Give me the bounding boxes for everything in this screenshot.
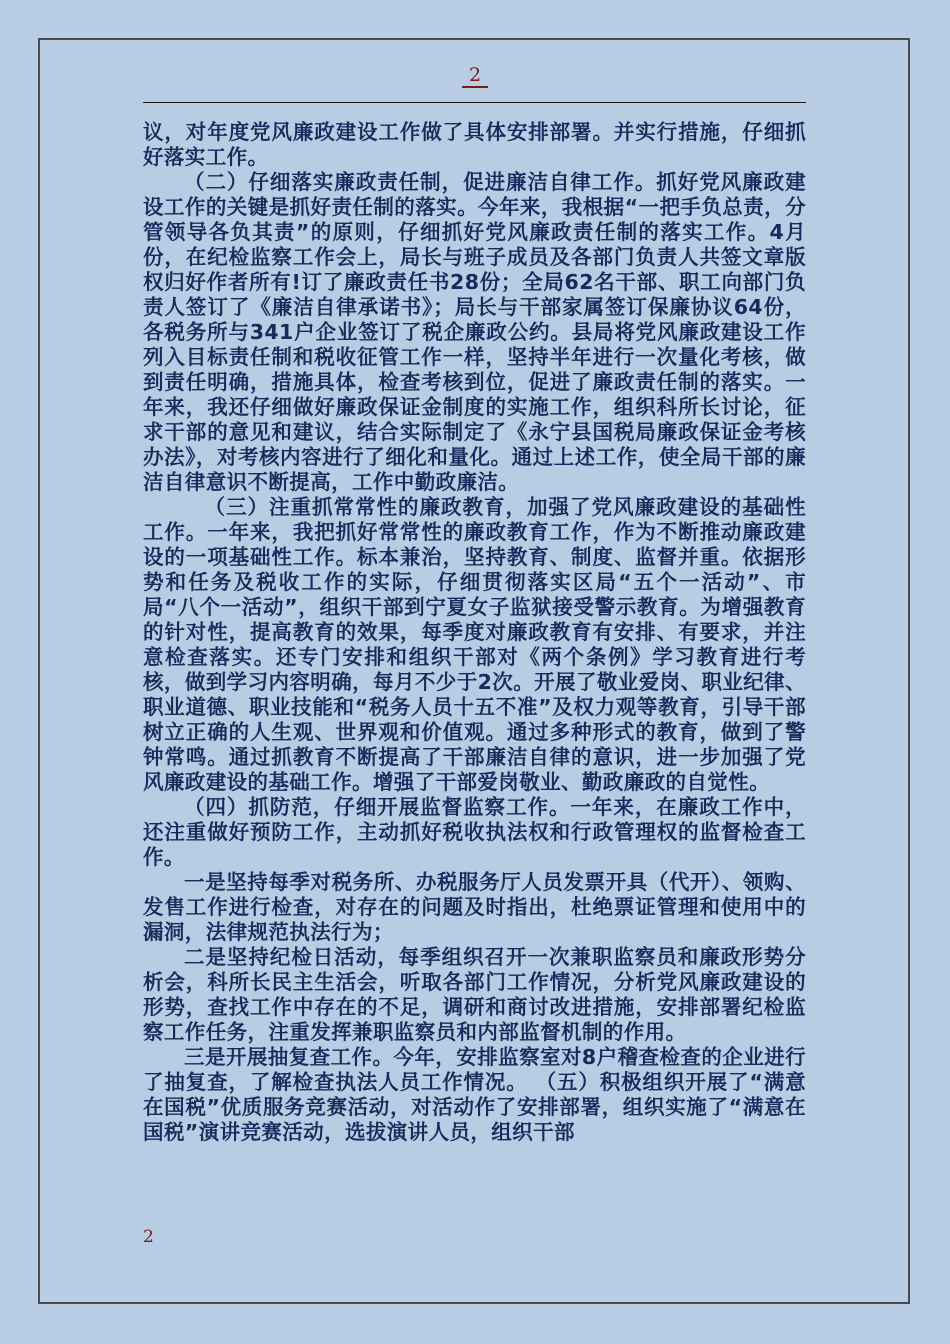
paragraph-item-2: 二是坚持纪检日活动，每季组织召开一次兼职监察员和廉政形势分析会，科所长民主生活会，听取各部门工作情况，分析党风廉政建设的形势，查找工作中存在的不足，调研和商讨改进措施，安排部署纪检监察工作任务，注重发挥兼职监察员和内部监督机制的作用。 — [143, 945, 806, 1044]
paragraph-item-3: 三是开展抽复查工作。今年，安排监察室对8户稽查检查的企业进行了抽复查，了解检查执法人员工作情况。 （五）积极组织开展了“满意在国税”优质服务竞赛活动，对活动作了安排部署，组织实施了“满意在国税”演讲竞赛活动，选拔演讲人员，组织干部 — [143, 1045, 806, 1144]
paragraph-section-4: （四）抓防范，仔细开展监督监察工作。一年来，在廉政工作中，还注重做好预防工作，主动抓好税收执法权和行政管理权的监督检查工作。 — [143, 795, 806, 869]
paragraph-continuation: 议，对年度党风廉政建设工作做了具体安排部署。并实行措施，仔细抓好落实工作。 — [143, 120, 806, 169]
header-page-number: 2 — [462, 64, 488, 88]
paragraph-item-1: 一是坚持每季对税务所、办税服务厅人员发票开具（代开）、领购、发售工作进行检查，对存在的问题及时指出，杜绝票证管理和使用中的漏洞，法律规范执法行为； — [143, 870, 806, 944]
footer-page-number: 2 — [143, 1227, 154, 1247]
paragraph-section-3: （三）注重抓常常性的廉政教育，加强了党风廉政建设的基础性工作。一年来，我把抓好常常性的廉政教育工作，作为不断推动廉政建设的一项基础性工作。标本兼治，坚持教育、制度、监督并重。依据形势和任务及税收工作的实际，仔细贯彻落实区局“五个一活动”、市局“八个一活动”，组织干部到宁夏女子监狱接受警示教育。为增强教育的针对性，提高教育的效果，每季度对廉政教育有安排、有要求，并注意检查落实。还专门安排和组织干部对《两个条例》学习教育进行考核，做到学习内容明确，每月不少于2次。开展了敬业爱岗、职业纪律、职业道德、职业技能和“税务人员十五不准”及权力观等教育，引导干部树立正确的人生观、世界观和价值观。通过多种形式的教育，做到了警钟常鸣。通过抓教育不断提高了干部廉洁自律的意识，进一步加强了党风廉政建设的基础工作。增强了干部爱岗敬业、勤政廉政的自觉性。 — [143, 495, 806, 794]
document-body — [143, 120, 806, 1145]
paragraph-section-2: （二）仔细落实廉政责任制，促进廉洁自律工作。抓好党风廉政建设工作的关键是抓好责任制的落实。今年来，我根据“一把手负总责，分管领导各负其责”的原则，仔细抓好党风廉政责任制的落实工作。4月份，在纪检监察工作会上，局长与班子成员及各部门负责人共签文章版权归好作者所有!订了廉政责任书28份；全局62名干部、职工向部门负责人签订了《廉洁自律承诺书》；局长与干部家属签订保廉协议64份，各税务所与341户企业签订了税企廉政公约。县局将党风廉政建设工作列入目标责任制和税收征管工作一样，坚持半年进行一次量化考核，做到责任明确，措施具体，检查考核到位，促进了廉政责任制的落实。一年来，我还仔细做好廉政保证金制度的实施工作，组织科所长讨论，征求干部的意见和建议，结合实际制定了《永宁县国税局廉政保证金考核办法》，对考核内容进行了细化和量化。通过上述工作，使全局干部的廉洁自律意识不断提高，工作中勤政廉洁。 — [143, 170, 806, 494]
header-rule — [143, 102, 806, 103]
